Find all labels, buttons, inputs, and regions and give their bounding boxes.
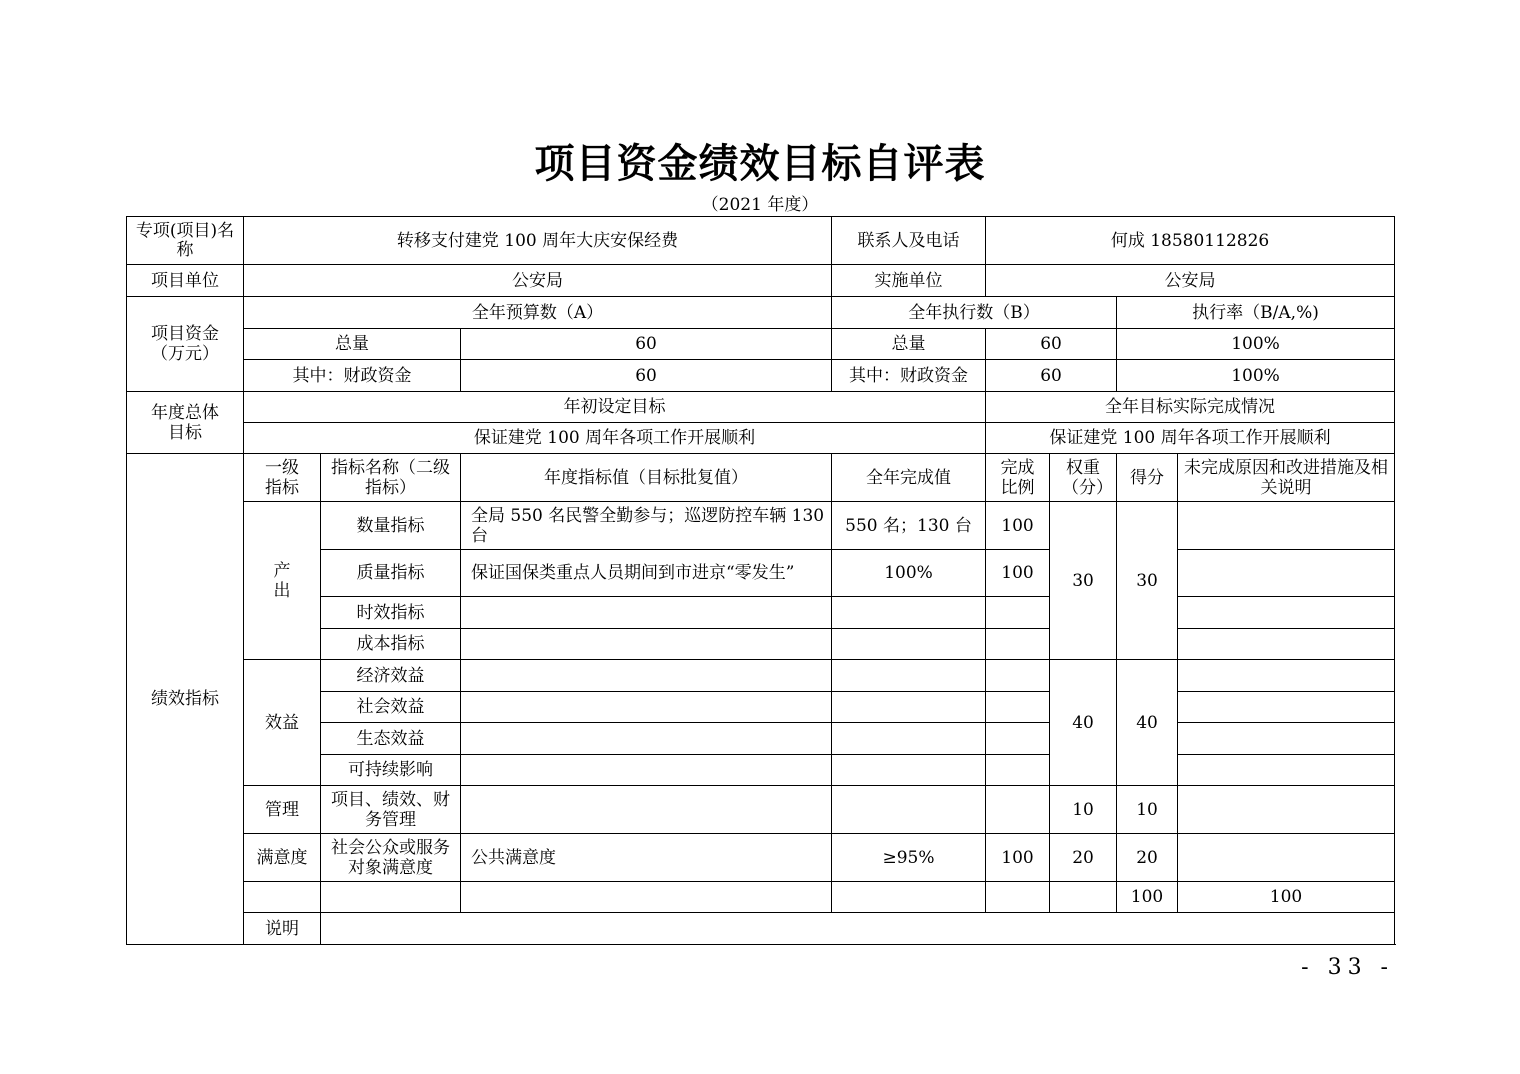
indicator-name: 成本指标 [321, 629, 461, 660]
goal-value-row [127, 423, 1395, 454]
indicator-name: 可持续影响 [321, 755, 461, 786]
funds-fiscal-row [127, 360, 1395, 392]
indicator-target [461, 629, 832, 660]
indicator-notes [1178, 692, 1395, 723]
indicator-name: 社会公众或服务对象满意度 [321, 834, 461, 882]
rate-header: 执行率（B/A,%) [1117, 297, 1395, 329]
indicator-done: 100% [832, 550, 986, 597]
indicator-target [461, 692, 832, 723]
indicator-ratio [986, 755, 1050, 786]
page-number: - 33 - [1301, 955, 1394, 980]
indicator-target: 全局 550 名民警全勤参与；巡逻防控车辆 130 台 [461, 502, 832, 550]
management-label: 管理 [244, 786, 321, 834]
indicator-done [832, 723, 986, 755]
indicator-notes [1178, 723, 1395, 755]
output-weight: 30 [1050, 502, 1117, 660]
indicator-name: 经济效益 [321, 660, 461, 692]
indicator-ratio [986, 692, 1050, 723]
satisfaction-weight: 20 [1050, 834, 1117, 882]
indicator-ratio [986, 629, 1050, 660]
total-weight: 100 [1117, 882, 1178, 913]
indicator-done [832, 597, 986, 629]
budget-fiscal-label: 其中：财政资金 [244, 360, 461, 392]
goal-actual-value: 保证建党 100 周年各项工作开展顺利 [986, 423, 1395, 454]
indicator-done [832, 629, 986, 660]
indicator-name: 项目、绩效、财务管理 [321, 786, 461, 834]
indicator-done: ≥95% [832, 834, 986, 882]
indicator-ratio [986, 660, 1050, 692]
table-row [127, 502, 1395, 550]
contact-label: 联系人及电话 [832, 217, 986, 265]
indicator-name: 生态效益 [321, 723, 461, 755]
indicator-done [832, 660, 986, 692]
total-blank [321, 882, 461, 913]
goal-actual-header: 全年目标实际完成情况 [986, 392, 1395, 423]
unit-row [127, 265, 1395, 297]
project-name-row [127, 217, 1395, 265]
indicator-target: 公共满意度 [461, 834, 832, 882]
note-label: 说明 [244, 913, 321, 945]
total-blank [244, 882, 321, 913]
perf-label: 绩效指标 [127, 454, 244, 945]
exec-fiscal-value: 60 [986, 360, 1117, 392]
rate-total-value: 100% [1117, 329, 1395, 360]
table-row [127, 786, 1395, 834]
benefit-score: 40 [1117, 660, 1178, 786]
indicator-notes [1178, 755, 1395, 786]
table-row [127, 834, 1395, 882]
indicator-name: 质量指标 [321, 550, 461, 597]
budget-total-label: 总量 [244, 329, 461, 360]
total-score: 100 [1178, 882, 1395, 913]
funds-header-row [127, 297, 1395, 329]
goal-initial-value: 保证建党 100 周年各项工作开展顺利 [244, 423, 986, 454]
ratio-header: 完成比例 [986, 454, 1050, 502]
total-row [127, 882, 1395, 913]
indicator-done: 550 名；130 台 [832, 502, 986, 550]
impl-unit-value: 公安局 [986, 265, 1395, 297]
unit-label: 项目单位 [127, 265, 244, 297]
goal-label: 年度总体目标 [127, 392, 244, 454]
output-label: 产出 [244, 502, 321, 660]
indicator-target: 保证国保类重点人员期间到市进京“零发生” [461, 550, 832, 597]
indicator-notes [1178, 629, 1395, 660]
unit-value: 公安局 [244, 265, 832, 297]
indicator-target [461, 597, 832, 629]
satisfaction-label: 满意度 [244, 834, 321, 882]
performance-table [126, 216, 1395, 945]
indicator-notes [1178, 786, 1395, 834]
management-score: 10 [1117, 786, 1178, 834]
impl-unit-label: 实施单位 [832, 265, 986, 297]
exec-header: 全年执行数（B） [832, 297, 1117, 329]
level1-header: 一级指标 [244, 454, 321, 502]
indicator-notes [1178, 550, 1395, 597]
benefit-weight: 40 [1050, 660, 1117, 786]
total-blank [832, 882, 986, 913]
output-score: 30 [1117, 502, 1178, 660]
indicator-ratio [986, 597, 1050, 629]
budget-total-value: 60 [461, 329, 832, 360]
rate-fiscal-value: 100% [1117, 360, 1395, 392]
indicator-ratio: 100 [986, 550, 1050, 597]
name-header: 指标名称（二级指标） [321, 454, 461, 502]
total-blank [461, 882, 832, 913]
goal-initial-header: 年初设定目标 [244, 392, 986, 423]
weight-header: 权重（分） [1050, 454, 1117, 502]
note-row [127, 913, 1395, 945]
project-name-label: 专项(项目)名称 [127, 217, 244, 265]
satisfaction-score: 20 [1117, 834, 1178, 882]
note-value [321, 913, 1395, 945]
score-header: 得分 [1117, 454, 1178, 502]
management-weight: 10 [1050, 786, 1117, 834]
indicator-notes [1178, 834, 1395, 882]
year-subtitle: （2021 年度） [701, 195, 819, 215]
indicator-done [832, 692, 986, 723]
total-blank [1050, 882, 1117, 913]
indicator-notes [1178, 597, 1395, 629]
indicator-target [461, 660, 832, 692]
table-row [127, 660, 1395, 692]
notes-header: 未完成原因和改进措施及相关说明 [1178, 454, 1395, 502]
project-name-value: 转移支付建党 100 周年大庆安保经费 [244, 217, 832, 265]
contact-value: 何成 18580112826 [986, 217, 1395, 265]
exec-fiscal-label: 其中：财政资金 [832, 360, 986, 392]
indicator-notes [1178, 660, 1395, 692]
funds-total-row [127, 329, 1395, 360]
exec-total-value: 60 [986, 329, 1117, 360]
budget-fiscal-value: 60 [461, 360, 832, 392]
indicator-target [461, 755, 832, 786]
indicator-done [832, 786, 986, 834]
funds-label: 项目资金（万元） [127, 297, 244, 392]
exec-total-label: 总量 [832, 329, 986, 360]
indicator-name: 数量指标 [321, 502, 461, 550]
indicator-target [461, 786, 832, 834]
benefit-label: 效益 [244, 660, 321, 786]
indicator-ratio [986, 723, 1050, 755]
indicator-ratio: 100 [986, 502, 1050, 550]
goal-header-row [127, 392, 1395, 423]
indicator-done [832, 755, 986, 786]
total-blank [986, 882, 1050, 913]
indicator-notes [1178, 502, 1395, 550]
perf-header-row [127, 454, 1395, 502]
budget-header: 全年预算数（A） [244, 297, 832, 329]
page-title: 项目资金绩效目标自评表 [534, 140, 986, 187]
indicator-ratio [986, 786, 1050, 834]
done-header: 全年完成值 [832, 454, 986, 502]
indicator-name: 社会效益 [321, 692, 461, 723]
indicator-ratio: 100 [986, 834, 1050, 882]
target-header: 年度指标值（目标批复值） [461, 454, 832, 502]
indicator-target [461, 723, 832, 755]
indicator-name: 时效指标 [321, 597, 461, 629]
